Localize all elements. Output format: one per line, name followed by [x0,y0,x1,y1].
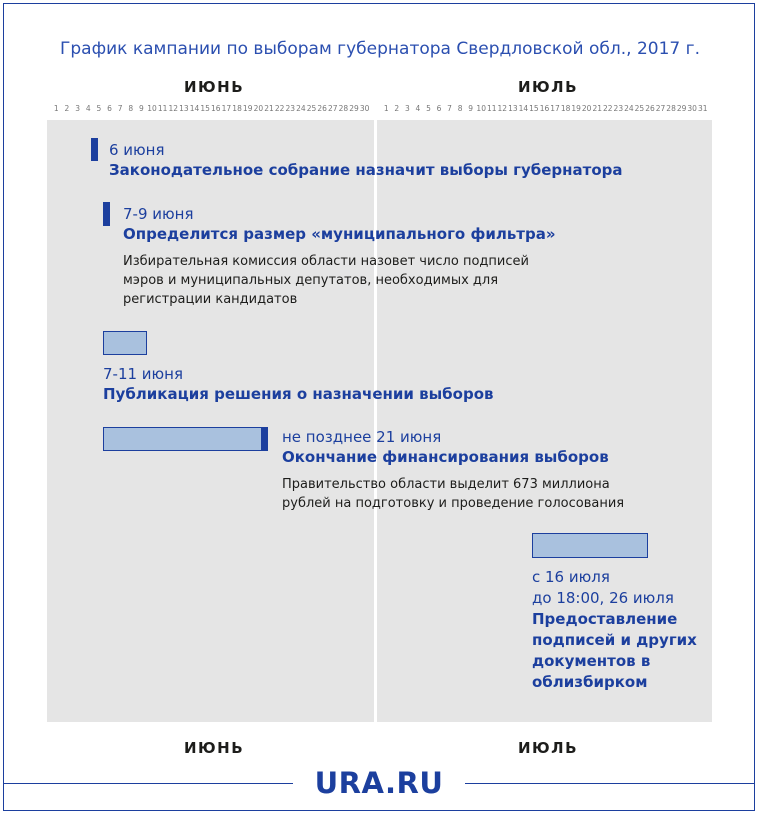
day-number: 11 [486,104,497,113]
day-number: 29 [349,104,359,113]
event-bar-until-21-june [103,427,268,451]
day-number: 9 [138,104,144,113]
brand-logo [3,766,755,800]
day-number: 2 [394,104,400,113]
day-number: 12 [497,104,508,113]
day-number: 26 [645,104,655,113]
day-number: 20 [581,104,592,113]
day-number: 8 [128,104,134,113]
day-number: 30 [687,104,697,113]
day-number: 27 [655,104,666,113]
day-number: 8 [457,104,463,113]
event-title-line: облизбирком [532,673,648,691]
month-divider [374,120,377,722]
day-number: 15 [529,104,539,113]
event-description: Избирательная комиссия области назовет число подписей мэров и муниципальных депутатов, необходимых для регистрации кандидатов [123,254,529,307]
day-number: 20 [253,104,264,113]
event-marker-21-june [261,427,268,451]
day-number: 27 [328,104,338,113]
brand-logo-text: URA.RU [301,766,458,800]
day-number: 28 [338,104,349,113]
event-title: Определится размер «муниципального фильтра» [123,225,556,243]
day-number: 13 [179,104,189,113]
day-number: 6 [436,104,442,113]
event-date: 7-9 июня [123,205,194,223]
day-number: 1 [53,104,59,113]
page-title: График кампании по выборам губернатора Свердловской обл., 2017 г. [60,39,700,59]
day-number: 29 [676,104,687,113]
event-date-line: с 16 июля [532,568,610,586]
event-title: Окончание финансирования выборов [282,448,609,466]
event-description: Правительство области выделит 673 миллиона рублей на подготовку и проведение голосования [282,477,625,511]
day-number: 14 [518,104,529,113]
footer [3,766,755,800]
day-number: 10 [147,104,157,113]
event-title: Законодательное собрание назначит выборы губернатора [109,161,623,179]
day-number: 11 [157,104,168,113]
event-date-line: до 18:00, 26 июля [532,589,674,607]
day-number: 26 [317,104,327,113]
day-number: 17 [550,104,560,113]
day-number: 4 [415,104,421,113]
day-number: 14 [189,104,200,113]
event-title-line: подписей и других [532,631,697,649]
event-marker-6-june [91,138,98,161]
day-number: 22 [603,104,613,113]
day-number: 28 [666,104,676,113]
day-number: 7 [447,104,452,113]
day-number: 10 [476,104,486,113]
day-number: 25 [634,104,645,113]
day-number: 3 [404,104,410,113]
day-number: 15 [200,104,210,113]
day-number: 1 [383,104,389,113]
day-number: 21 [592,104,603,113]
event-bar-7-11-june [103,331,147,355]
event-date: не позднее 21 июня [282,428,442,446]
day-number: 18 [560,104,571,113]
event-date-stack [532,567,697,693]
day-number: 23 [613,104,624,113]
day-number: 19 [571,104,581,113]
day-scale-june [47,104,374,116]
day-number: 18 [232,104,242,113]
event-bar-16-26-july [532,533,648,558]
event-title: Публикация решения о назначении выборов [103,385,494,403]
day-number: 30 [359,104,370,113]
day-number: 17 [221,104,232,113]
day-scale-july [377,104,712,116]
event-title-line: документов в [532,652,651,670]
event-title-line: Предоставление [532,610,678,628]
day-number: 23 [285,104,296,113]
day-number: 21 [264,104,274,113]
month-label-june-bottom: ИЮНЬ [184,739,245,757]
day-number: 31 [697,104,708,113]
day-number: 24 [296,104,306,113]
day-number: 12 [168,104,179,113]
day-number: 7 [117,104,123,113]
day-number: 24 [624,104,634,113]
day-number: 16 [211,104,221,113]
event-marker-7-9-june [103,202,110,226]
day-number: 5 [426,104,431,113]
day-number: 22 [274,104,285,113]
day-number: 16 [539,104,550,113]
day-number: 9 [468,104,474,113]
month-label-july-bottom: ИЮЛЬ [518,739,579,757]
day-number: 6 [107,104,112,113]
day-number: 3 [75,104,80,113]
day-number: 25 [306,104,317,113]
day-number: 4 [85,104,91,113]
month-label-july-top: ИЮЛЬ [518,78,579,96]
event-date: 7-11 июня [103,365,184,383]
month-label-june-top: ИЮНЬ [184,78,245,96]
day-number: 19 [242,104,253,113]
day-number: 2 [64,104,70,113]
day-number: 5 [96,104,102,113]
event-date: 6 июня [109,141,165,159]
day-number: 13 [508,104,518,113]
